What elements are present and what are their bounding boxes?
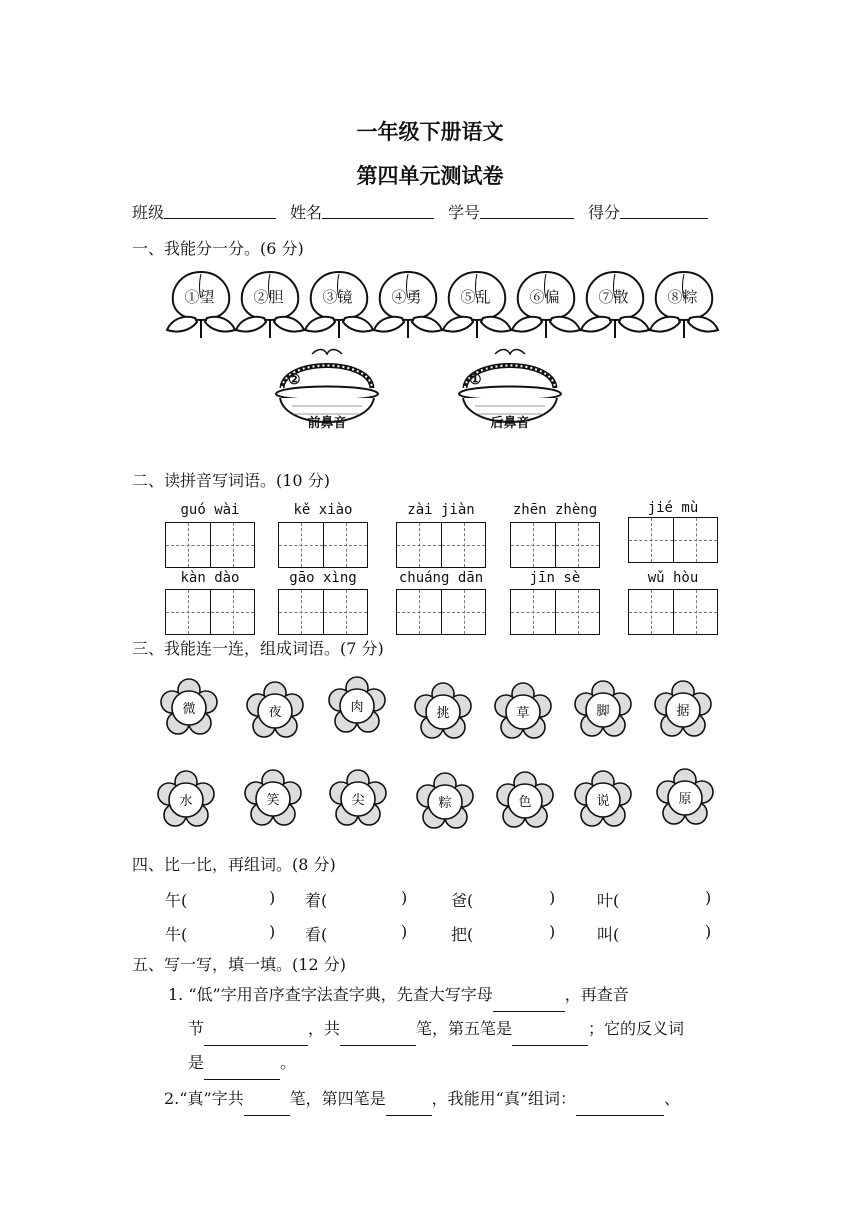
q1-text: 。 [280,1053,297,1072]
compare-char: 叶( [597,891,620,910]
title-grade: 一年级下册语文 [356,119,504,144]
name-label: 姓名 [290,203,323,222]
compare-char: 看( [305,925,328,944]
flower-char: 挑 [436,706,450,721]
compare-char: 爸( [451,891,474,910]
compare-char: 午( [165,891,188,910]
writing-grid[interactable] [396,522,486,568]
peach-label[interactable]: ⑦散 [598,288,629,306]
basket-front-nasal[interactable] [272,346,382,438]
section4-heading: 四、比一比，再组词。(8 分) [132,855,336,874]
flower-char: 肉 [350,700,364,715]
writing-grid[interactable] [628,517,718,563]
section2-heading: 二、读拼音写词语。(10 分) [132,471,330,490]
flower-char: 微 [182,702,196,717]
peach-labels [165,286,725,307]
q1-text: ，共 [308,1019,341,1038]
writing-grid[interactable] [396,589,486,635]
answer-blank[interactable] [204,1059,280,1080]
question-1-line-3 [188,1046,733,1080]
close-paren: ) [549,888,556,907]
answer-blank[interactable] [244,1095,290,1116]
pinyin: kě xiào [293,502,353,518]
flower-char: 草 [516,706,530,721]
answer-blank[interactable] [340,1025,416,1046]
close-paren: ) [705,888,712,907]
compare-char: 把( [451,925,474,944]
peach-label[interactable]: ⑤乱 [460,288,491,306]
answer-blank[interactable] [493,991,565,1012]
flower-char: 笑 [266,793,280,808]
writing-grid[interactable] [165,522,255,568]
pinyin: zhēn zhèng [512,502,598,518]
class-label: 班级 [132,203,165,222]
section5-heading: 五、写一写，填一填。(12 分) [132,955,346,974]
basket-label: 前鼻音 [307,416,347,431]
writing-grid[interactable] [510,522,600,568]
q1-text: 是 [188,1053,205,1072]
id-label: 学号 [448,203,481,222]
pinyin: zài jiàn [407,502,475,518]
score-label: 得分 [588,203,621,222]
close-paren: ) [401,888,408,907]
writing-grid[interactable] [278,589,368,635]
peach-label[interactable]: ③镜 [322,288,353,306]
peach-label[interactable]: ⑥偏 [529,288,560,306]
close-paren: ) [269,888,276,907]
name-blank[interactable] [322,200,434,219]
close-paren: ) [401,922,408,941]
writing-grid[interactable] [165,589,255,635]
compare-char: 叫( [597,925,620,944]
q1-text: ；它的反义词 [588,1019,685,1038]
class-blank[interactable] [164,200,276,219]
writing-grid[interactable] [510,589,600,635]
peach-label[interactable]: ⑧粽 [667,288,698,306]
q1-text: ，再查音 [564,985,629,1004]
pinyin: kàn dào [180,570,240,586]
compare-row-1 [165,888,725,912]
pinyin: jié mù [647,500,699,516]
flower-char: 夜 [268,705,282,720]
pinyin: wǔ hòu [647,570,699,586]
basket-back-nasal[interactable] [455,346,565,438]
writing-grid[interactable] [278,522,368,568]
peach-label[interactable]: ②胆 [253,288,284,306]
pinyin: jīn sè [529,570,581,586]
answer-blank[interactable] [576,1095,664,1116]
pinyin: gāo xìng [289,570,357,586]
writing-grid[interactable] [628,589,718,635]
close-paren: ) [549,922,556,941]
close-paren: ) [269,922,276,941]
basket-mark: ① [469,372,482,388]
answer-blank[interactable] [512,1025,588,1046]
id-blank[interactable] [480,200,574,219]
flower-char: 粽 [438,796,452,811]
question-1-line-2 [188,1012,733,1046]
title-unit-test: 第四单元测试卷 [356,163,504,188]
score-blank[interactable] [620,200,708,219]
q2-text: 2.“真”字共 [164,1089,244,1108]
q1-text: 笔，第五笔是 [416,1019,513,1038]
flower-char: 尖 [351,793,365,808]
section1-heading: 一、我能分一分。(6 分) [132,239,304,258]
q2-text: ，我能用“真”组词： [431,1089,577,1108]
peach-label[interactable]: ①望 [184,288,215,306]
peach-row [165,268,725,342]
basket-label: 后鼻音 [490,416,530,431]
answer-blank[interactable] [204,1025,308,1046]
question-2-line-1 [164,1082,734,1116]
flower-char: 水 [179,794,193,809]
q1-text: 1. “低”字用音序查字法查字典，先查大写字母 [168,985,493,1004]
pinyin: chuáng dān [398,570,484,586]
section3-heading: 三、我能连一连，组成词语。(7 分) [132,639,384,658]
q2-text: 、 [664,1089,681,1108]
flower-char: 脚 [596,704,610,719]
peach-label[interactable]: ④勇 [391,288,422,306]
q1-text: 节 [188,1019,205,1038]
compare-char: 着( [305,891,328,910]
flower-char: 原 [678,792,692,807]
answer-blank[interactable] [386,1095,432,1116]
q2-text: 笔，第四笔是 [289,1089,386,1108]
flower-char: 色 [518,795,532,810]
compare-row-2 [165,922,725,946]
student-info-row [132,200,708,223]
close-paren: ) [705,922,712,941]
compare-char: 牛( [165,925,188,944]
flower-char: 据 [676,704,690,719]
flower-match-area [150,670,730,840]
question-1-line-1 [168,978,733,1012]
pinyin: guó wài [180,502,240,518]
flower-char: 说 [596,794,610,809]
basket-mark: ② [288,372,301,388]
